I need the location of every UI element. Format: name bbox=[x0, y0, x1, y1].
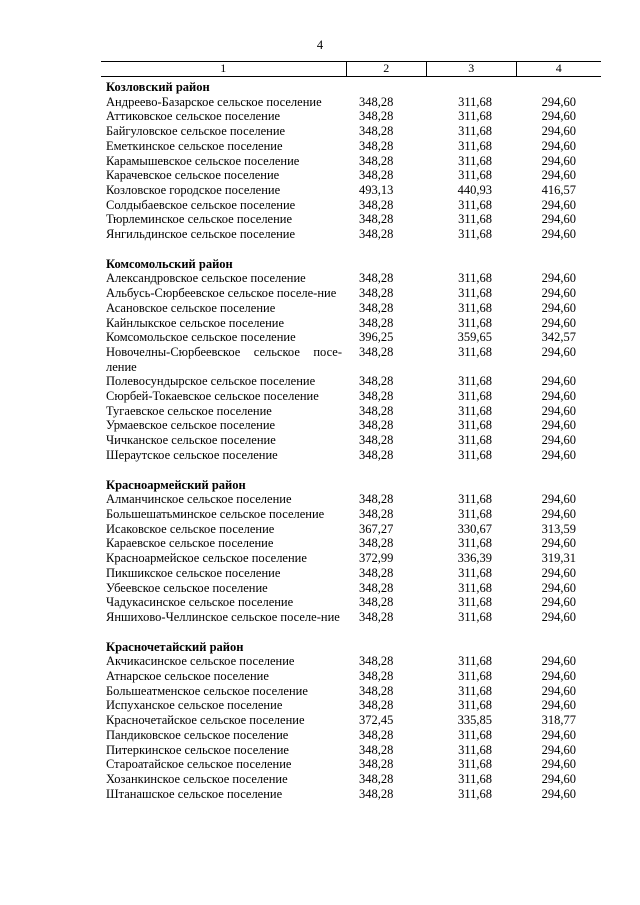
district-title: Комсомольский район bbox=[106, 256, 233, 271]
value-col-4: 319,31 bbox=[541, 551, 576, 566]
value-col-2: 348,28 bbox=[359, 669, 394, 684]
value-col-4: 294,60 bbox=[541, 609, 576, 624]
value-col-3: 311,68 bbox=[458, 654, 492, 669]
value-col-3: 311,68 bbox=[458, 492, 492, 507]
table-row bbox=[101, 654, 601, 669]
value-col-4: 294,60 bbox=[541, 492, 576, 507]
value-col-2: 348,28 bbox=[359, 654, 394, 669]
value-col-3: 311,68 bbox=[458, 153, 492, 168]
value-col-4: 294,60 bbox=[541, 403, 576, 418]
value-col-4: 294,60 bbox=[541, 506, 576, 521]
value-col-2: 348,28 bbox=[359, 418, 394, 433]
value-col-3: 311,68 bbox=[458, 565, 492, 580]
table-row bbox=[101, 684, 601, 699]
value-col-4: 294,60 bbox=[541, 742, 576, 757]
table-row bbox=[101, 404, 601, 419]
settlement-name: Александровское сельское поселение bbox=[106, 271, 306, 286]
table-row bbox=[101, 787, 601, 802]
value-col-2: 348,28 bbox=[359, 683, 394, 698]
district-section bbox=[101, 80, 601, 242]
settlement-name: Асановское сельское поселение bbox=[106, 300, 276, 315]
value-col-3: 335,85 bbox=[457, 713, 492, 728]
value-col-4: 342,57 bbox=[541, 330, 576, 345]
value-col-4: 294,60 bbox=[541, 286, 576, 301]
value-col-4: 294,60 bbox=[541, 138, 576, 153]
value-col-2: 372,45 bbox=[359, 713, 394, 728]
table-row bbox=[101, 330, 601, 345]
value-col-2: 348,28 bbox=[359, 595, 394, 610]
table-row bbox=[101, 522, 601, 537]
table-row bbox=[101, 669, 601, 684]
settlement-name: Козловское городское поселение bbox=[106, 182, 281, 197]
settlement-name: Кайнлыкское сельское поселение bbox=[106, 315, 285, 330]
table-row bbox=[101, 536, 601, 551]
value-col-2: 348,28 bbox=[359, 286, 394, 301]
value-col-2: 396,25 bbox=[359, 330, 394, 345]
table-row bbox=[101, 374, 601, 389]
table-row bbox=[101, 433, 601, 448]
value-col-4: 294,60 bbox=[541, 771, 576, 786]
column-header-4: 4 bbox=[516, 62, 601, 76]
settlement-name: Питеркинское сельское поселение bbox=[106, 742, 289, 757]
table-row bbox=[101, 492, 601, 507]
value-col-4: 294,60 bbox=[541, 94, 576, 109]
value-col-3: 311,68 bbox=[458, 124, 492, 139]
value-col-4: 294,60 bbox=[541, 727, 576, 742]
value-col-2: 348,28 bbox=[359, 580, 394, 595]
table-row bbox=[101, 743, 601, 758]
value-col-3: 311,68 bbox=[458, 609, 492, 624]
value-col-4: 294,60 bbox=[541, 271, 576, 286]
settlement-name: Пикшикское сельское поселение bbox=[106, 565, 281, 580]
table-row bbox=[101, 728, 601, 743]
value-col-4: 294,60 bbox=[541, 197, 576, 212]
value-col-2: 348,28 bbox=[359, 565, 394, 580]
value-col-3: 311,68 bbox=[458, 389, 492, 404]
value-col-3: 330,67 bbox=[457, 521, 492, 536]
value-col-2: 348,28 bbox=[359, 168, 394, 183]
settlement-name: Тюрлеминское сельское поселение bbox=[106, 212, 293, 227]
value-col-2: 348,28 bbox=[359, 609, 394, 624]
settlement-name: Шераутское сельское поселение bbox=[106, 447, 278, 462]
value-col-3: 311,68 bbox=[458, 94, 492, 109]
value-col-3: 311,68 bbox=[458, 212, 492, 227]
table-row bbox=[101, 124, 601, 139]
settlement-name: Полевосундырское сельское поселение bbox=[106, 374, 316, 389]
settlement-name: Чичканское сельское поселение bbox=[106, 433, 276, 448]
value-col-3: 311,68 bbox=[458, 683, 492, 698]
value-col-4: 294,60 bbox=[541, 683, 576, 698]
district-title: Красноармейский район bbox=[106, 477, 246, 492]
value-col-3: 311,68 bbox=[458, 786, 492, 801]
value-col-4: 294,60 bbox=[541, 698, 576, 713]
settlement-name: Карачевское сельское поселение bbox=[106, 168, 280, 183]
table-row bbox=[101, 551, 601, 566]
value-col-3: 311,68 bbox=[458, 300, 492, 315]
table-row bbox=[101, 448, 601, 463]
district-section bbox=[101, 640, 601, 802]
value-col-3: 311,68 bbox=[458, 447, 492, 462]
settlement-name: Большеатменское сельское поселение bbox=[106, 683, 308, 698]
table-row bbox=[101, 301, 601, 316]
value-col-3: 311,68 bbox=[458, 168, 492, 183]
value-col-3: 311,68 bbox=[458, 271, 492, 286]
value-col-2: 348,28 bbox=[359, 227, 394, 242]
value-col-3: 311,68 bbox=[458, 580, 492, 595]
value-col-3: 311,68 bbox=[458, 771, 492, 786]
settlement-name: Солдыбаевское сельское поселение bbox=[106, 197, 296, 212]
settlement-name: Исаковское сельское поселение bbox=[106, 521, 275, 536]
table-row bbox=[101, 772, 601, 787]
value-col-2: 348,28 bbox=[359, 271, 394, 286]
value-col-4: 294,60 bbox=[541, 536, 576, 551]
table-row bbox=[101, 595, 601, 610]
settlement-name: Атнарское сельское поселение bbox=[106, 669, 269, 684]
value-col-2: 348,28 bbox=[359, 344, 394, 359]
table-row bbox=[101, 389, 601, 404]
settlement-name: Андреево-Базарское сельское поселение bbox=[106, 94, 322, 109]
settlement-name: Байгуловское сельское поселение bbox=[106, 124, 286, 139]
settlement-name: Алманчинское сельское поселение bbox=[106, 492, 292, 507]
table-row bbox=[101, 316, 601, 331]
settlement-name: Альбусь-Сюрбеевское сельское поселе-ние bbox=[106, 286, 337, 301]
settlement-name: Тугаевское сельское поселение bbox=[106, 403, 272, 418]
value-col-2: 348,28 bbox=[359, 447, 394, 462]
column-header-2: 2 bbox=[346, 62, 427, 76]
settlement-name: Караевское сельское поселение bbox=[106, 536, 274, 551]
value-col-3: 311,68 bbox=[458, 138, 492, 153]
value-col-3: 311,68 bbox=[458, 374, 492, 389]
value-col-4: 294,60 bbox=[541, 654, 576, 669]
district-title: Козловский район bbox=[106, 80, 210, 94]
value-col-3: 336,39 bbox=[457, 551, 492, 566]
value-col-2: 348,28 bbox=[359, 315, 394, 330]
value-col-2: 348,28 bbox=[359, 403, 394, 418]
settlement-name: Сюрбей-Токаевское сельское поселение bbox=[106, 389, 319, 404]
value-col-3: 311,68 bbox=[458, 433, 492, 448]
value-col-4: 294,60 bbox=[541, 786, 576, 801]
value-col-2: 493,13 bbox=[359, 182, 394, 197]
value-col-3: 311,68 bbox=[458, 536, 492, 551]
table-row bbox=[101, 507, 601, 522]
settlement-name: Хозанкинское сельское поселение bbox=[106, 771, 288, 786]
value-col-2: 348,28 bbox=[359, 771, 394, 786]
value-col-3: 311,68 bbox=[458, 315, 492, 330]
settlement-name: Еметкинское сельское поселение bbox=[106, 138, 283, 153]
value-col-2: 348,28 bbox=[359, 506, 394, 521]
table-row bbox=[101, 581, 601, 596]
value-col-2: 348,28 bbox=[359, 94, 394, 109]
value-col-4: 416,57 bbox=[541, 182, 576, 197]
district-section bbox=[101, 257, 601, 463]
district-section bbox=[101, 478, 601, 625]
value-col-2: 348,28 bbox=[359, 212, 394, 227]
tariff-table bbox=[101, 61, 601, 801]
value-col-3: 311,68 bbox=[458, 197, 492, 212]
settlement-name: Янгильдинское сельское поселение bbox=[106, 227, 296, 242]
value-col-3: 311,68 bbox=[458, 698, 492, 713]
value-col-4: 294,60 bbox=[541, 212, 576, 227]
table-row bbox=[101, 109, 601, 124]
settlement-name: Староатайское сельское поселение bbox=[106, 757, 292, 772]
settlement-name: Урмаевское сельское поселение bbox=[106, 418, 276, 433]
settlement-name: Красночетайское сельское поселение bbox=[106, 713, 305, 728]
table-row bbox=[101, 698, 601, 713]
value-col-3: 311,68 bbox=[458, 344, 492, 359]
value-col-4: 294,60 bbox=[541, 153, 576, 168]
value-col-3: 311,68 bbox=[458, 757, 492, 772]
value-col-4: 294,60 bbox=[541, 757, 576, 772]
value-col-2: 348,28 bbox=[359, 786, 394, 801]
value-col-2: 348,28 bbox=[359, 433, 394, 448]
value-col-2: 348,28 bbox=[359, 757, 394, 772]
value-col-4: 294,60 bbox=[541, 124, 576, 139]
settlement-name: Чадукасинское сельское поселение bbox=[106, 595, 294, 610]
value-col-4: 294,60 bbox=[541, 565, 576, 580]
value-col-3: 311,68 bbox=[458, 669, 492, 684]
settlement-name: Акчикасинское сельское поселение bbox=[106, 654, 295, 669]
value-col-2: 348,28 bbox=[359, 492, 394, 507]
settlement-name: Штанашское сельское поселение bbox=[106, 786, 283, 801]
value-col-2: 348,28 bbox=[359, 124, 394, 139]
table-header bbox=[101, 61, 601, 77]
table-row bbox=[101, 154, 601, 169]
settlement-name: Убеевское сельское поселение bbox=[106, 580, 268, 595]
settlement-name: Яншихово-Челлинское сельское поселе-ние bbox=[106, 609, 340, 624]
value-col-2: 372,99 bbox=[359, 551, 394, 566]
value-col-2: 348,28 bbox=[359, 389, 394, 404]
value-col-4: 294,60 bbox=[541, 315, 576, 330]
column-header-3: 3 bbox=[426, 62, 515, 76]
settlement-name: Карамышевское сельское поселение bbox=[106, 153, 300, 168]
value-col-2: 348,28 bbox=[359, 698, 394, 713]
table-row bbox=[101, 168, 601, 183]
value-col-4: 294,60 bbox=[541, 418, 576, 433]
value-col-2: 348,28 bbox=[359, 109, 394, 124]
table-row bbox=[101, 227, 601, 242]
value-col-2: 348,28 bbox=[359, 727, 394, 742]
value-col-3: 440,93 bbox=[457, 182, 492, 197]
table-row bbox=[101, 271, 601, 286]
table-row bbox=[101, 345, 601, 374]
value-col-4: 294,60 bbox=[541, 344, 576, 359]
value-col-4: 313,59 bbox=[541, 521, 576, 536]
value-col-4: 294,60 bbox=[541, 433, 576, 448]
value-col-4: 294,60 bbox=[541, 389, 576, 404]
value-col-2: 367,27 bbox=[359, 521, 394, 536]
value-col-2: 348,28 bbox=[359, 153, 394, 168]
value-col-4: 294,60 bbox=[541, 669, 576, 684]
value-col-4: 318,77 bbox=[541, 713, 576, 728]
table-row bbox=[101, 139, 601, 154]
value-col-4: 294,60 bbox=[541, 168, 576, 183]
table-row bbox=[101, 566, 601, 581]
value-col-3: 311,68 bbox=[458, 727, 492, 742]
value-col-2: 348,28 bbox=[359, 300, 394, 315]
value-col-3: 311,68 bbox=[458, 227, 492, 242]
column-header-1: 1 bbox=[220, 61, 227, 75]
table-row bbox=[101, 286, 601, 301]
value-col-4: 294,60 bbox=[541, 447, 576, 462]
value-col-2: 348,28 bbox=[359, 536, 394, 551]
value-col-3: 311,68 bbox=[458, 742, 492, 757]
value-col-2: 348,28 bbox=[359, 138, 394, 153]
table-body bbox=[101, 80, 601, 801]
value-col-3: 311,68 bbox=[458, 109, 492, 124]
table-row bbox=[101, 198, 601, 213]
value-col-4: 294,60 bbox=[541, 595, 576, 610]
settlement-name: Красноармейское сельское поселение bbox=[106, 551, 307, 566]
value-col-2: 348,28 bbox=[359, 197, 394, 212]
value-col-3: 311,68 bbox=[458, 286, 492, 301]
value-col-3: 311,68 bbox=[458, 595, 492, 610]
settlement-name: Новочелны-Сюрбеевское сельское посе-ление bbox=[106, 344, 342, 374]
value-col-3: 359,65 bbox=[457, 330, 492, 345]
value-col-3: 311,68 bbox=[458, 418, 492, 433]
value-col-4: 294,60 bbox=[541, 300, 576, 315]
table-row bbox=[101, 610, 601, 625]
settlement-name: Аттиковское сельское поселение bbox=[106, 109, 281, 124]
settlement-name: Пандиковское сельское поселение bbox=[106, 727, 289, 742]
settlement-name: Комсомольское сельское поселение bbox=[106, 330, 296, 345]
table-row bbox=[101, 212, 601, 227]
table-row bbox=[101, 757, 601, 772]
page-number: 4 bbox=[316, 38, 324, 52]
table-row bbox=[101, 713, 601, 728]
value-col-3: 311,68 bbox=[458, 403, 492, 418]
value-col-4: 294,60 bbox=[541, 580, 576, 595]
district-title: Красночетайский район bbox=[106, 639, 244, 654]
value-col-2: 348,28 bbox=[359, 742, 394, 757]
value-col-3: 311,68 bbox=[458, 506, 492, 521]
settlement-name: Испуханское сельское поселение bbox=[106, 698, 283, 713]
settlement-name: Большешатьминское сельское поселение bbox=[106, 506, 325, 521]
table-row bbox=[101, 95, 601, 110]
value-col-4: 294,60 bbox=[541, 109, 576, 124]
table-row bbox=[101, 183, 601, 198]
value-col-4: 294,60 bbox=[541, 227, 576, 242]
value-col-2: 348,28 bbox=[359, 374, 394, 389]
table-row bbox=[101, 418, 601, 433]
value-col-4: 294,60 bbox=[541, 374, 576, 389]
